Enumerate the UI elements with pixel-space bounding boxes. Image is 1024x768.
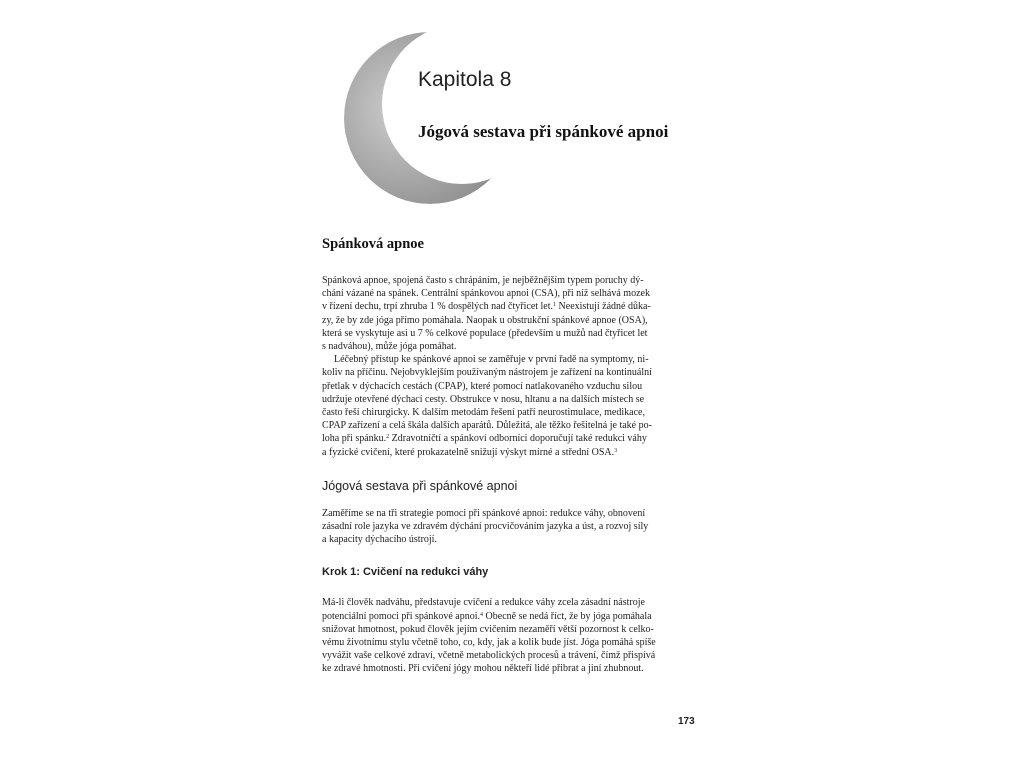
text-line: zy, že by zde jóga přímo pomáhala. Naopak u obstrukční spánkové apnoe (OSA), [322,314,648,326]
chapter-title: Jógová sestava při spánkové apnoi [418,122,669,141]
text-line: potenciální pomoci při spánkové apnoi.$^4$ Obecně se nedá říct, že by jóga pomáhala [322,610,652,622]
text-line: Léčebný přístup ke spánkové apnoi se zaměřuje v první řadě na symptomy, ni- [334,354,649,366]
text-line: ke zdravé hmotnosti. Při cvičení jógy mohou někteří lidé přibrat a jiní zhubnout. [322,663,644,675]
paragraph [322,507,690,547]
paragraph [322,274,690,353]
text-line: a kapacity dýchacího ústrojí. [322,534,437,546]
section-heading-spankova-apnoe: Spánková apnoe [322,236,424,252]
text-line: Zaměříme se na tři strategie pomoci při spánkové apnoi: redukce váhy, obnovení [322,507,646,519]
page-number: 173 [678,716,695,727]
page-content [322,236,690,696]
text-line: snižovat hmotnost, pokud člověk jejím cvičením nezaměří větší pozornost k celko- [322,623,654,635]
chapter-label: Kapitola 8 [418,68,512,91]
text-line: přetlak v dýchacích cestách (CPAP), které pomocí natlakovaného vzduchu silou [322,380,643,392]
text-line: loha při spánku.$^2$ Zdravotníčtí a spánkoví odborníci doporučují také redukci váhy [322,433,647,445]
text-line: a fyzické cvičení, které prokazatelně snižují výskyt mírné a střední OSA.$^3$ [322,446,618,458]
text-line: v řízení dechu, trpí zhruba 1 % dospělých nad čtyřicet let.$^1$ Neexistují žádné důka- [322,301,651,313]
text-line: koliv na příčinu. Nejobvyklejším používaným nástrojem je zařízení na kontinuální [322,367,652,379]
footnote-ref[interactable]: 3 [614,447,618,454]
section-heading-jogova-sestava: Jógová sestava při spánkové apnoi [322,478,518,493]
text-line: udržuje otevřené dýchací cesty. Obstrukce v nosu, hltanu a na dalších místech se [322,393,645,405]
text-line: Spánková apnoe, spojená často s chrápáním, je nejběžnějším typem poruchy dý- [322,275,644,286]
text-line: s nadváhou), může jóga pomáhat. [322,341,457,353]
paragraph [322,596,690,675]
text-line: často řeší chirurgicky. K dalším metodám řešení patří neurostimulace, medikace, [322,407,645,419]
text-line: která se vyskytuje asi u 7 % celkové populace (především u mužů nad čtyřicet let [322,327,648,339]
text-line: vyvážit vaše celkové zdraví, včetně metabolických procesů a trávení, čímž přispívá [322,650,656,662]
step-heading-krok-1: Krok 1: Cvičení na redukci váhy [322,566,489,579]
text-line: CPAP zařízení a celá škála dalších aparátů. Důležitá, ale těžko řešitelná je také po- [322,420,652,432]
crescent-moon-illustration [340,28,520,208]
footnote-ref[interactable]: 1 [553,302,557,309]
footnote-ref[interactable]: 4 [480,611,484,618]
text-line: vému životnímu stylu včetně toho, co, kdy, jak a kolik bude jíst. Jóga pomáhá spíše [322,637,656,649]
text-line: Má-li člověk nadváhu, představuje cvičení a redukce váhy zcela zásadní nástroje [322,597,645,609]
footnote-ref[interactable]: 2 [386,434,390,441]
text-line: zásadní role jazyka ve zdravém dýchání procvičováním jazyka a úst, a rozvoj síly [322,521,649,533]
paragraph [322,353,690,459]
text-line: chání vázané na spánek. Centrální spánkovou apnoi (CSA), při níž selhává mozek [322,288,650,300]
